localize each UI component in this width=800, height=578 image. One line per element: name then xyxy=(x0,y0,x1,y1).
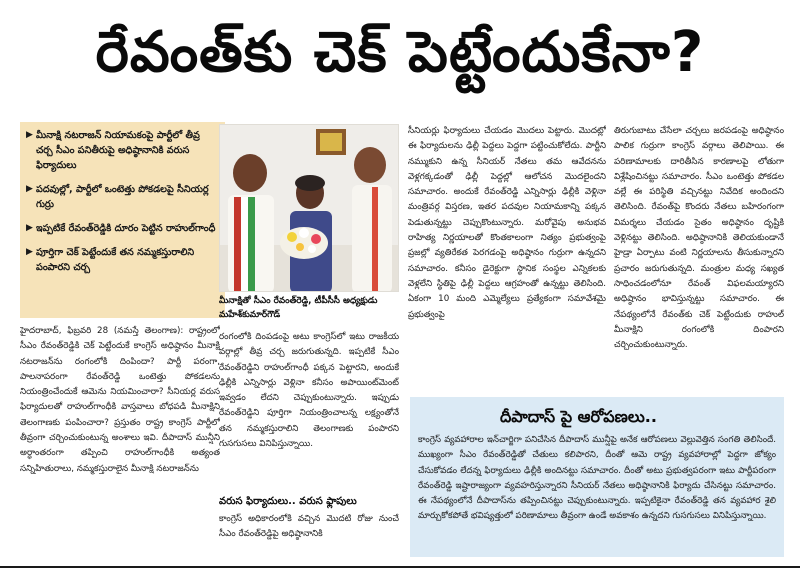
highlight-text: పూర్తిగా చెక్ పెట్టేందుకే తన నమ్మకస్తురాలిని పంపారని చర్చ xyxy=(36,247,195,273)
highlight-item xyxy=(26,128,219,173)
page-bottom-edge xyxy=(0,566,800,578)
highlights-box xyxy=(20,122,225,318)
arrow-bullet-icon: ▶ xyxy=(26,184,33,194)
news-photo xyxy=(219,124,399,292)
article-column-4: తిరుగుబాటు చేసేలా చర్చలు జరపడంపై అధిష్ఠానం పాలిక గుర్రుగా కాంగ్రెస్ వర్గాలు తెలిపాయి. ఈ పరిణామాలకు దారితీసిన కారణాలపై లోతుగా విశ్లేషించినట్టు సమాచారం. సీఎం ఒంటెత్తు పోకడల వల్లే ఈ పరిస్థితి వచ్చినట్టు నివేదిక అందిందని తెలిసింది. రేవంత్‌పై కొందరు నేతలు బహిరంగంగా విమర్శలు చేయడం సైతం అధిష్ఠానం దృష్టికి వెళ్లినట్టు తెలిసింది. అధిష్ఠానానికి తెలియకుండానే హైడ్రా ఏర్పాటు వంటి నిర్ణయాలను తీసుకున్నారని ప్రచారం జరుగుతున్నది. మంత్రుల మధ్య సఖ్యత సాధించడంలోనూ రేవంత్ విఫలమయ్యారని అధిష్ఠానం భావిస్తున్నట్టు సమాచారం. ఈ నేపథ్యంలోనే రేవంత్‌కు చెక్ పెట్టేందుకు రాహుల్ మీనాక్షిని రంగంలోకి దింపారని చర్చించుకుంటున్నారు. xyxy=(614,126,784,351)
allegations-box xyxy=(410,397,784,557)
article-column-1: హైదరాబాద్, ఫిబ్రవరి 28 (నమస్తే తెలంగాణ): రాష్ట్రంలో సీఎం రేవంత్‌రెడ్డికి చెక్ పెట్టేందుకే కాంగ్రెస్ అధిష్ఠానం మీనాక్షి నటరాజన్‌ను రంగంలోకి దింపిందా? పార్టీ పరంగా, పాలనాపరంగా రేవంత్‌రెడ్డి ఒంటెత్తు పోకడలను నియంత్రించేందుకే ఆమెను నియమించారా? సీనియర్ల వరుస ఫిర్యాదులతో రాహుల్‌గాంధీకి వాస్తవాలు బోధపడి మీనాక్షిని తెలంగాణకు పంపించారా? ప్రస్తుతం రాష్ట్ర కాంగ్రెస్ పార్టీలో తీవ్రంగా చర్చించుకుంటున్న అంశాలు ఇవి. దీపాదాస్ మున్షీని అర్ధాంతరంగా తప్పించి రాహుల్‌గాంధీకి అత్యంత సన్నిహితురాలు, నమ్మకస్తురాలైన మీనాక్షి నటరాజన్‌ను xyxy=(20,326,220,474)
article-column-3: సీనియర్లు ఫిర్యాదులు చేయడం మొదలు పెట్టారు. మొదట్లో ఈ ఫిర్యాదులను ఢిల్లీ పెద్దలు పెద్దగా పట్టించుకోలేదు. పార్టీని నమ్ముకుని ఉన్న సీనియర్ నేతలు తమ ఆవేదనను వెళ్లగక్కడంతో ఢిల్లీ పెద్దల్లో ఆలోచన మొదలైందని సమాచారం. అందుకే రేవంత్‌రెడ్డి ఎన్నిసార్లు ఢిల్లీకి వెళ్లినా మంత్రివర్గ విస్తరణ, ఇతర పదవుల నియామకాన్ని పక్కన పెడుతున్నట్టు చెప్పుకొంటున్నారు. మరోవైపు అనుభవ రాహిత్య నిర్ణయాలతో కొంతకాలంగా నిత్యం ప్రభుత్వంపై ప్రజల్లో వ్యతిరేకత పెరగడంపై అధిష్ఠానం గుర్రుగా ఉన్నదని సమాచారం. కనీసం డైరెక్టుగా స్థానిక సంస్థల ఎన్నికలకు వెళ్లలేని స్థితిపై ఢిల్లీ పెద్దలు ఆగ్రహంతో ఉన్నట్టు తెలిసింది. ఏకంగా 10 మంది ఎమ్మెల్యేలు ప్రత్యేకంగా సమావేశమై ప్రభుత్వంపై xyxy=(408,126,606,320)
highlight-text: ఇప్పటికే రేవంత్‌రెడ్డికి దూరం పెట్టిన రాహుల్‌గాంధీ xyxy=(36,223,216,234)
allegations-title: దీపాదాస్ పై ఆరోపణలు.. xyxy=(500,407,657,426)
article-column-2-continued: కాంగ్రెస్ అధికారంలోకి వచ్చిన మొదటి రోజు నుంచే సీఎం రేవంత్‌రెడ్డిపై అధిష్ఠానానికి xyxy=(219,514,399,540)
allegations-body: కాంగ్రెస్ వ్యవహారాల ఇన్‌చార్జిగా పనిచేసిన దీపాదాస్ మున్షీపై అనేక ఆరోపణలు వెల్లువెత్తిన సంగతి తెలిసిందే. ముఖ్యంగా సీఎం రేవంత్‌రెడ్డితో చేతులు కలిపారని, దీంతో ఆమె రాష్ట్ర వ్యవహారాల్లో పెద్దగా జోక్యం చేసుకోవడం లేదన్న ఫిర్యాదులు ఢిల్లీకి అందినట్టు సమాచారం. దీంతో అటు ప్రభుత్వపరంగా ఇటు పార్టీపరంగా రేవంత్‌రెడ్డి ఇష్టారాజ్యంగా వ్యవహరిస్తున్నారని సీనియర్ నేతలు అధిష్ఠానానికి ఫిర్యాదు చేసినట్టు సమాచారం. ఈ నేపథ్యంలోనే దీపాదాస్‌ను తప్పించినట్టు చెప్పుకుంటున్నారు. ఇప్పటికైనా రేవంత్‌రెడ్డి తన వ్యవహార శైలి మార్చుకోకపోతే భవిష్యత్తులో పరిణామాలు తీవ్రంగా ఉండే అవకాశం ఉన్నదని గుసగుసలు వినిపిస్తున్నాయి. xyxy=(418,435,776,522)
article-column-2: రంగంలోకి దింపడంపై అటు కాంగ్రెస్‌లో ఇటు రాజకీయ వర్గాల్లో తీవ్ర చర్చ జరుగుతున్నది. ఇప్పటికే సీఎం రేవంత్‌రెడ్డిని రాహుల్‌గాంధీ పక్కన పెట్టారని, అందుకే ఢిల్లీకి ఎన్నిసార్లు వెళ్లినా కనీసం అపాయింట్‌మెంట్ ఇవ్వడం లేదని చెప్పుకుంటున్నారు. ఇప్పుడు రేవంత్‌రెడ్డిని పూర్తిగా నియంత్రించాలన్న లక్ష్యంతోనే తన నమ్మకస్తురాలిని తెలంగాణకు పంపారని గుసగుసలు వినిపిస్తున్నాయి. xyxy=(219,332,399,450)
section-subheading: వరుస ఫిర్యాదులు.. వరుస ఫ్లాపులు xyxy=(219,496,357,507)
arrow-bullet-icon: ▶ xyxy=(26,247,33,257)
headline: రేవంత్‌కు చెక్ పెట్టేందుకేనా? xyxy=(95,19,705,85)
highlight-item xyxy=(26,245,219,275)
highlight-text: పదవుల్లో, పార్టీలో ఒంటెత్తు పోకడలపై సీనియర్ల గుర్రు xyxy=(36,184,209,210)
highlight-text: మీనాక్షి నటరాజన్ నియామకంపై పార్టీలో తీవ్ర చర్చ సీఎం పనితీరుపై అధిష్ఠానానికి వరుస ఫిర్యాదులు xyxy=(36,130,200,171)
arrow-bullet-icon: ▶ xyxy=(26,130,33,140)
people-photo-illustration xyxy=(220,125,399,292)
highlight-item xyxy=(26,221,219,236)
photo-caption: మీనాక్షితో సీఎం రేవంత్‌రెడ్డి, టీపీసీసీ అధ్యక్షుడు మహేశ్‌కుమార్‌గౌడ్ xyxy=(219,296,378,320)
highlight-item xyxy=(26,182,219,212)
arrow-bullet-icon: ▶ xyxy=(26,223,33,233)
